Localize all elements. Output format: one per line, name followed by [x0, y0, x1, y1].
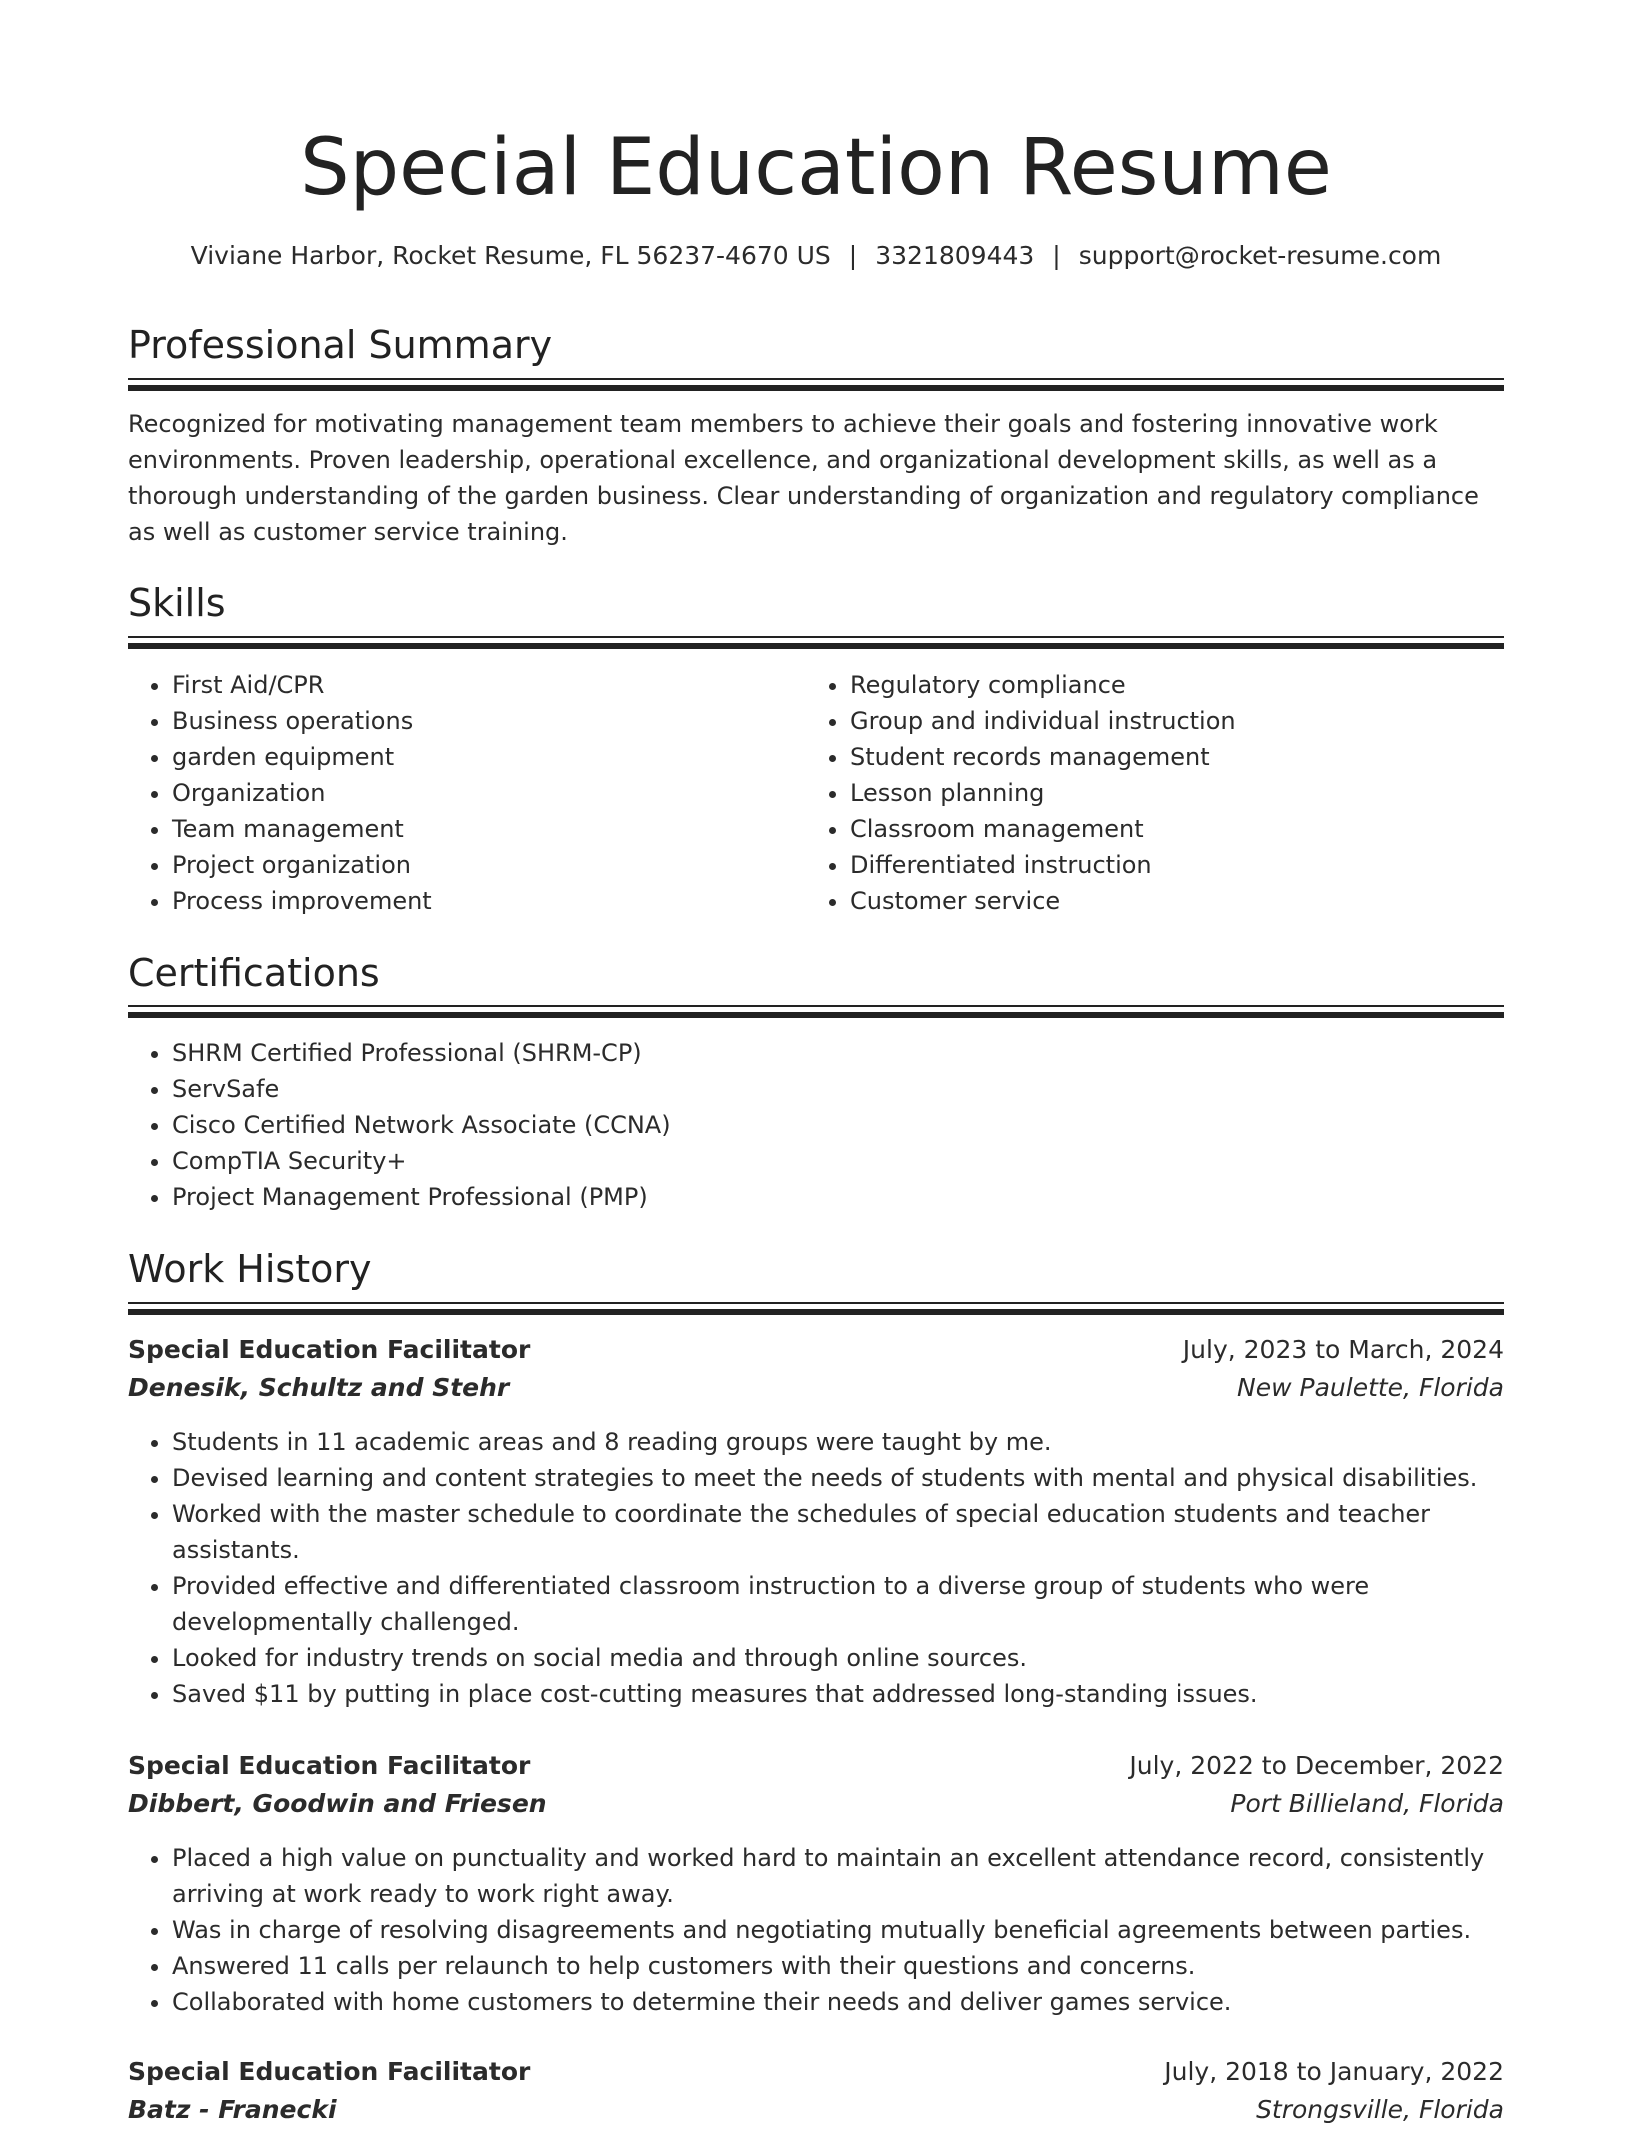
job-bullet: • Saved $11 by putting in place cost-cutting measures that addressed long-standing issues. — [172, 1676, 1548, 1712]
certifications-list — [128, 1035, 1548, 1215]
resume-title: Special Education Resume — [300, 123, 1332, 213]
contact-line — [0, 238, 1632, 274]
certification-item: • SHRM Certified Professional (SHRM-CP) — [172, 1035, 1548, 1071]
skill-item: • First Aid/CPR — [172, 667, 802, 703]
job-dates: July, 2018 to January, 2022 — [1164, 2057, 1504, 2086]
skill-item: • Group and individual instruction — [850, 703, 1548, 739]
job-company: Denesik, Schultz and Stehr — [128, 1373, 510, 1402]
job-dates: July, 2023 to March, 2024 — [1182, 1335, 1504, 1364]
skill-item: • Regulatory compliance — [850, 667, 1548, 703]
contact-separator: | — [1052, 241, 1061, 270]
skill-item: • Differentiated instruction — [850, 847, 1548, 883]
skills-list-right — [806, 667, 1548, 919]
job-bullets — [128, 1840, 1548, 2020]
section-divider — [128, 636, 1504, 649]
job-bullet: • Worked with the master schedule to coordinate the schedules of special education students and teacher assistants. — [172, 1496, 1548, 1568]
job-header — [128, 2053, 1504, 2091]
contact-separator: | — [848, 241, 858, 270]
job-bullet: • Was in charge of resolving disagreements and negotiating mutually beneficial agreements between parties. — [172, 1912, 1548, 1948]
job-bullet: • Collaborated with home customers to determine their needs and deliver games service. — [172, 1984, 1548, 2020]
skill-item: • Customer service — [850, 883, 1548, 919]
skill-item: • Project organization — [172, 847, 802, 883]
skill-item: • Lesson planning — [850, 775, 1548, 811]
job-title: Special Education Facilitator — [128, 1751, 531, 1780]
job-company: Batz - Franecki — [128, 2095, 337, 2124]
contact-email: support@rocket-resume.com — [1078, 241, 1442, 270]
section-divider — [128, 378, 1504, 391]
job-bullet: • Devised learning and content strategies to meet the needs of students with mental and physical disabilities. — [172, 1460, 1548, 1496]
certification-item: • ServSafe — [172, 1071, 1548, 1107]
skill-item: • Business operations — [172, 703, 802, 739]
job-location: New Paulette, Florida — [1237, 1373, 1504, 1402]
skills-list-left — [128, 667, 802, 919]
job-bullet: • Students in 11 academic areas and 8 reading groups were taught by me. — [172, 1424, 1548, 1460]
section-divider — [128, 1005, 1504, 1018]
skills-heading: Skills — [128, 581, 226, 625]
job-subheader — [128, 1369, 1504, 1407]
certification-item: • Project Management Professional (PMP) — [172, 1179, 1548, 1215]
skill-item: • garden equipment — [172, 739, 802, 775]
job-bullet: • Provided effective and differentiated classroom instruction to a diverse group of students who were developmentally challenged. — [172, 1568, 1548, 1640]
summary-text: Recognized for motivating management team members to achieve their goals and fostering innovative work environments. Proven leadership, operational excellence, and organizational development skills, as well as a thorough understanding of the garden business. Clear understanding of organization and regulatory compliance as well as customer service training. — [128, 410, 1479, 546]
job-header — [128, 1747, 1504, 1785]
summary-heading: Professional Summary — [128, 323, 553, 367]
job-bullet: • Answered 11 calls per relaunch to help customers with their questions and concerns. — [172, 1948, 1548, 1984]
job-subheader — [128, 2091, 1504, 2129]
section-divider — [128, 1302, 1504, 1315]
job-location: Strongsville, Florida — [1256, 2095, 1504, 2124]
job-bullet: • Looked for industry trends on social media and through online sources. — [172, 1640, 1548, 1676]
contact-address: Viviane Harbor, Rocket Resume, FL 56237-4670 US — [190, 241, 831, 270]
skill-item: • Classroom management — [850, 811, 1548, 847]
job-bullet: • Placed a high value on punctuality and worked hard to maintain an excellent attendance record, consistently arriving at work ready to work right away. — [172, 1840, 1548, 1912]
contact-phone: 3321809443 — [875, 241, 1035, 270]
skill-item: • Team management — [172, 811, 802, 847]
skill-item: • Student records management — [850, 739, 1548, 775]
job-subheader — [128, 1785, 1504, 1823]
job-header — [128, 1331, 1504, 1369]
job-title: Special Education Facilitator — [128, 2057, 531, 2086]
job-title: Special Education Facilitator — [128, 1335, 531, 1364]
skill-item: • Process improvement — [172, 883, 802, 919]
certification-item: • Cisco Certified Network Associate (CCNA) — [172, 1107, 1548, 1143]
skill-item: • Organization — [172, 775, 802, 811]
job-dates: July, 2022 to December, 2022 — [1129, 1751, 1504, 1780]
work-history-heading: Work History — [128, 1247, 372, 1291]
job-bullets — [128, 1424, 1548, 1712]
certifications-heading: Certifications — [128, 951, 380, 995]
job-company: Dibbert, Goodwin and Friesen — [128, 1789, 547, 1818]
certification-item: • CompTIA Security+ — [172, 1143, 1548, 1179]
job-location: Port Billieland, Florida — [1230, 1789, 1504, 1818]
